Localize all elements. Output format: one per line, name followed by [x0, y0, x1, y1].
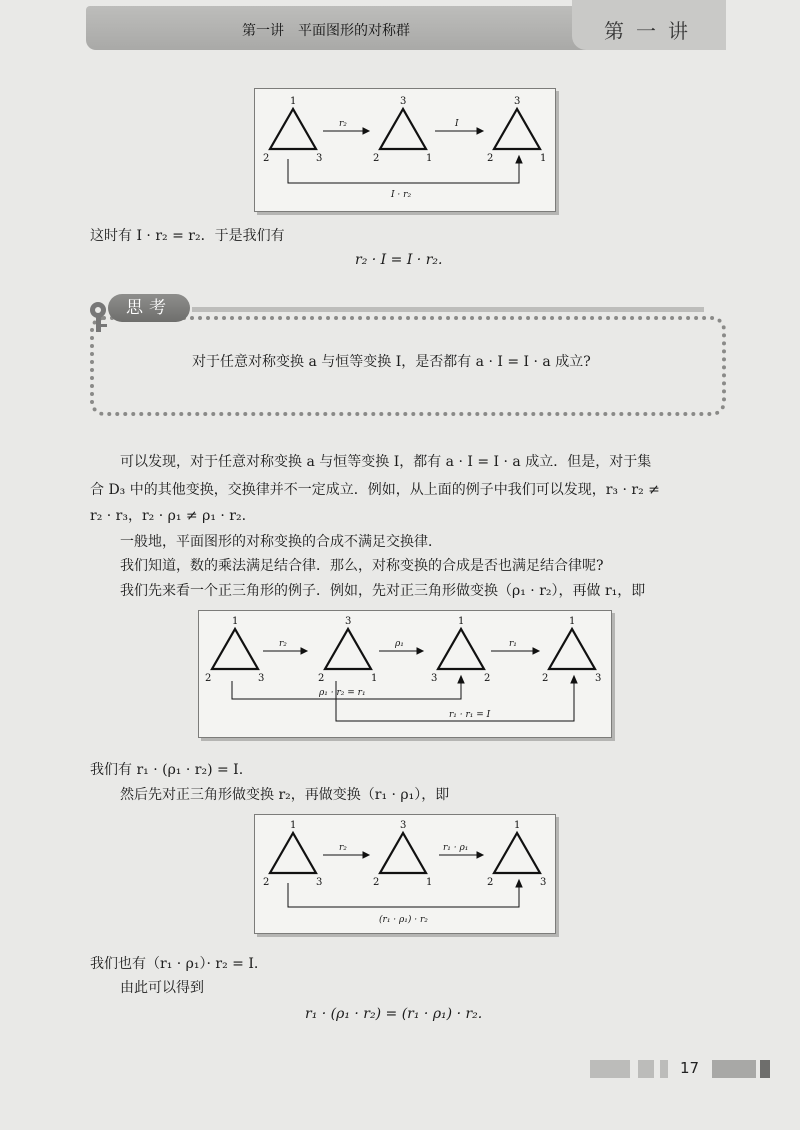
paragraph-3: 然后先对正三角形做变换 r₂，再做变换（r₁ · ρ₁），即	[120, 787, 450, 803]
paragraph-4: 我们也有（r₁ · ρ₁）· r₂ = I.	[90, 956, 259, 972]
arrow-1-label: r₂	[339, 119, 347, 129]
para-line-1: 可以发现，对于任意对称变换 a 与恒等变换 I，都有 a · I = I · a 成立．但是，对于集	[120, 454, 652, 470]
svg-text:2: 2	[484, 673, 491, 684]
arrow-2-label: I	[455, 119, 459, 129]
svg-text:3: 3	[400, 820, 407, 831]
svg-text:r₂: r₂	[339, 843, 347, 853]
paragraph-5: 由此可以得到	[120, 980, 204, 996]
think-rule	[192, 307, 704, 312]
t2-left: 2	[373, 153, 380, 164]
t3-top: 3	[514, 96, 521, 107]
t2-top: 3	[400, 96, 407, 107]
footer-bar-1	[590, 1060, 630, 1078]
figure-2-diagram	[199, 611, 611, 737]
chapter-label: 第一讲	[604, 19, 700, 43]
triangle-2	[380, 109, 426, 149]
footer-bar-4	[712, 1060, 756, 1078]
svg-text:3: 3	[258, 673, 265, 684]
svg-text:2: 2	[542, 673, 549, 684]
para-line-4: 一般地，平面图形的对称变换的合成不满足交换律．	[120, 534, 442, 550]
t1-top: 1	[290, 96, 297, 107]
svg-text:3: 3	[345, 616, 352, 627]
svg-text:r₂: r₂	[279, 639, 287, 649]
bottom-bracket	[288, 159, 519, 183]
triangle-3	[494, 109, 540, 149]
figure-3-diagram	[255, 815, 555, 933]
think-question: 对于任意对称变换 a 与恒等变换 I，是否都有 a · I = I · a 成立?	[192, 354, 591, 370]
svg-text:1: 1	[458, 616, 465, 627]
svg-text:ρ₁ · r₂ = r₁: ρ₁ · r₂ = r₁	[319, 688, 366, 698]
svg-text:2: 2	[318, 673, 325, 684]
svg-text:3: 3	[540, 877, 547, 888]
svg-text:1: 1	[569, 616, 576, 627]
t1-left: 2	[263, 153, 270, 164]
t1-right: 3	[316, 153, 323, 164]
svg-text:(r₁ · ρ₁) · r₂: (r₁ · ρ₁) · r₂	[379, 915, 428, 925]
paragraph-1: 这时有 I · r₂ = r₂．于是我们有	[90, 228, 285, 244]
footer-bar-3	[660, 1060, 668, 1078]
para-line-2: 合 D₃ 中的其他变换，交换律并不一定成立．例如，从上面的例子中我们可以发现，r₃ · r₂ ≠	[90, 482, 660, 498]
paragraph-2: 我们有 r₁ · (ρ₁ · r₂) = I.	[90, 762, 244, 778]
triangle-1	[270, 109, 316, 149]
svg-text:1: 1	[426, 877, 433, 888]
page-number: 17	[680, 1059, 700, 1077]
svg-text:r₁ · r₁ = I: r₁ · r₁ = I	[449, 710, 491, 720]
svg-text:r₁ · ρ₁: r₁ · ρ₁	[443, 843, 469, 853]
svg-text:ρ₁: ρ₁	[395, 639, 404, 649]
svg-text:r₁: r₁	[509, 639, 517, 649]
t3-left: 2	[487, 153, 494, 164]
t2-right: 1	[426, 153, 433, 164]
figure-2	[198, 610, 612, 738]
think-badge: 思考	[108, 294, 190, 322]
svg-text:2: 2	[263, 877, 270, 888]
svg-text:3: 3	[431, 673, 438, 684]
figure-1	[254, 88, 556, 212]
svg-text:2: 2	[487, 877, 494, 888]
svg-text:1: 1	[514, 820, 521, 831]
equation-2: r₁ · (ρ₁ · r₂) = (r₁ · ρ₁) · r₂.	[305, 1006, 483, 1022]
svg-text:3: 3	[595, 673, 602, 684]
svg-text:2: 2	[205, 673, 212, 684]
para-line-3: r₂ · r₃，r₂ · ρ₁ ≠ ρ₁ · r₂.	[90, 508, 247, 524]
para-line-6: 我们先来看一个正三角形的例子．例如，先对正三角形做变换（ρ₁ · r₂），再做 r₁，即	[120, 583, 646, 599]
svg-text:1: 1	[290, 820, 297, 831]
svg-text:3: 3	[316, 877, 323, 888]
header-title: 第一讲 平面图形的对称群	[242, 23, 410, 39]
para-line-5: 我们知道，数的乘法满足结合律．那么，对称变换的合成是否也满足结合律呢?	[120, 558, 604, 574]
equation-1: r₂ · I = I · r₂.	[355, 252, 443, 268]
svg-text:1: 1	[371, 673, 378, 684]
figure-1-diagram	[255, 89, 555, 211]
svg-text:2: 2	[373, 877, 380, 888]
footer-bar-2	[638, 1060, 654, 1078]
figure-3	[254, 814, 556, 934]
footer-bar-5	[760, 1060, 770, 1078]
svg-text:1: 1	[232, 616, 239, 627]
bottom-label: I · r₂	[391, 190, 412, 200]
t3-right: 1	[540, 153, 547, 164]
